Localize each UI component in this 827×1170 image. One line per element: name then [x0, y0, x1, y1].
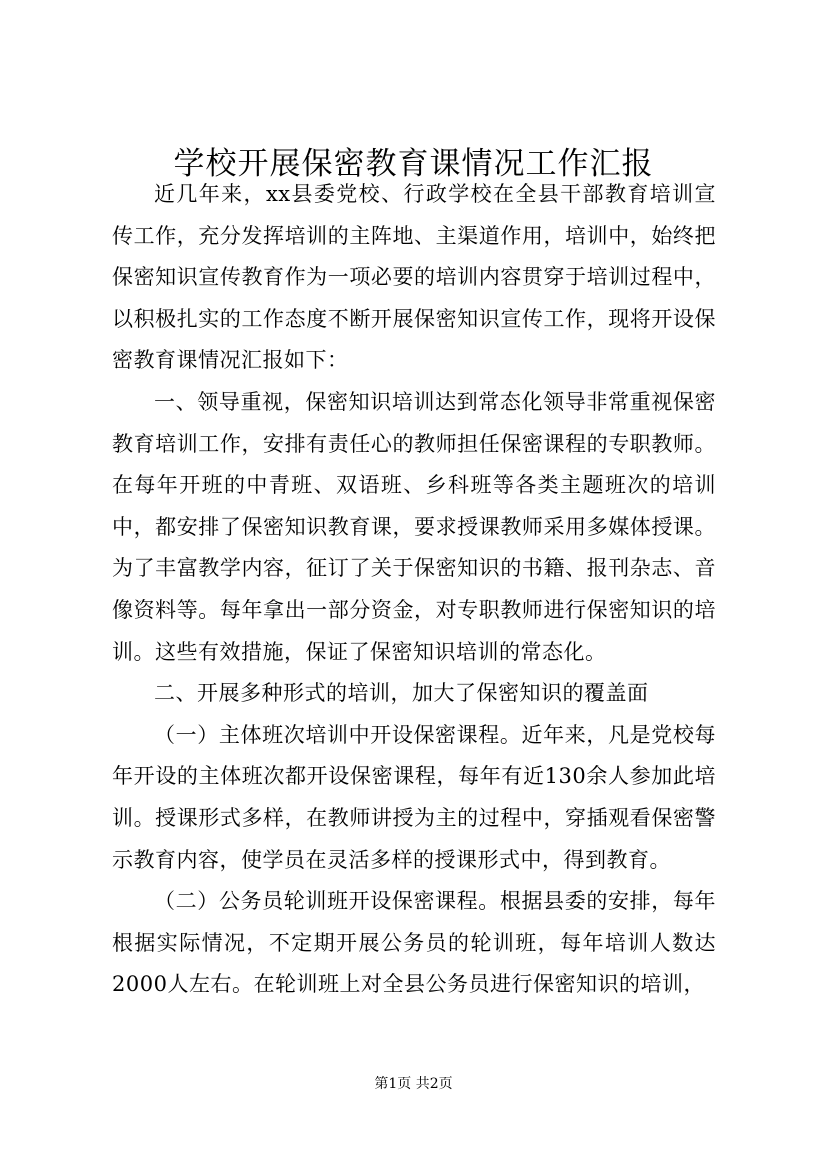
page-number-footer: 第1页 共2页 [374, 1076, 453, 1092]
paragraph-subsection-1: （一）主体班次培训中开设保密课程。近年来，凡是党校每年开设的主体班次都开设保密课程，每年有近130余人参加此培训。授课形式多样，在教师讲授为主的过程中，穿插观看保密警示教育内容，使学员在灵活多样的授课形式中，得到教育。 [112, 722, 716, 872]
document-body [112, 174, 716, 1006]
paragraph-section-1: 一、领导重视，保密知识培训达到常态化领导非常重视保密教育培训工作，安排有责任心的教师担任保密课程的专职教师。在每年开班的中青班、双语班、乡科班等各类主题班次的培训中，都安排了保密知识教育课，要求授课教师采用多媒体授课。为了丰富教学内容，征订了关于保密知识的书籍、报刊杂志、音像资料等。每年拿出一部分资金，对专职教师进行保密知识的培训。这些有效措施，保证了保密知识培训的常态化。 [112, 389, 716, 664]
document-title: 学校开展保密教育课情况工作汇报 [173, 146, 654, 182]
paragraph-subsection-2: （二）公务员轮训班开设保密课程。根据县委的安排，每年根据实际情况，不定期开展公务员的轮训班，每年培训人数达2000人左右。在轮训班上对全县公务员进行保密知识的培训， [112, 889, 716, 997]
paragraph-intro: 近几年来，xx县委党校、行政学校在全县干部教育培训宣传工作，充分发挥培训的主阵地、主渠道作用，培训中，始终把保密知识宣传教育作为一项必要的培训内容贯穿于培训过程中，以积极扎实的工作态度不断开展保密知识宣传工作，现将开设保密教育课情况汇报如下： [112, 182, 716, 373]
paragraph-section-2-heading: 二、开展多种形式的培训，加大了保密知识的覆盖面 [154, 681, 649, 706]
